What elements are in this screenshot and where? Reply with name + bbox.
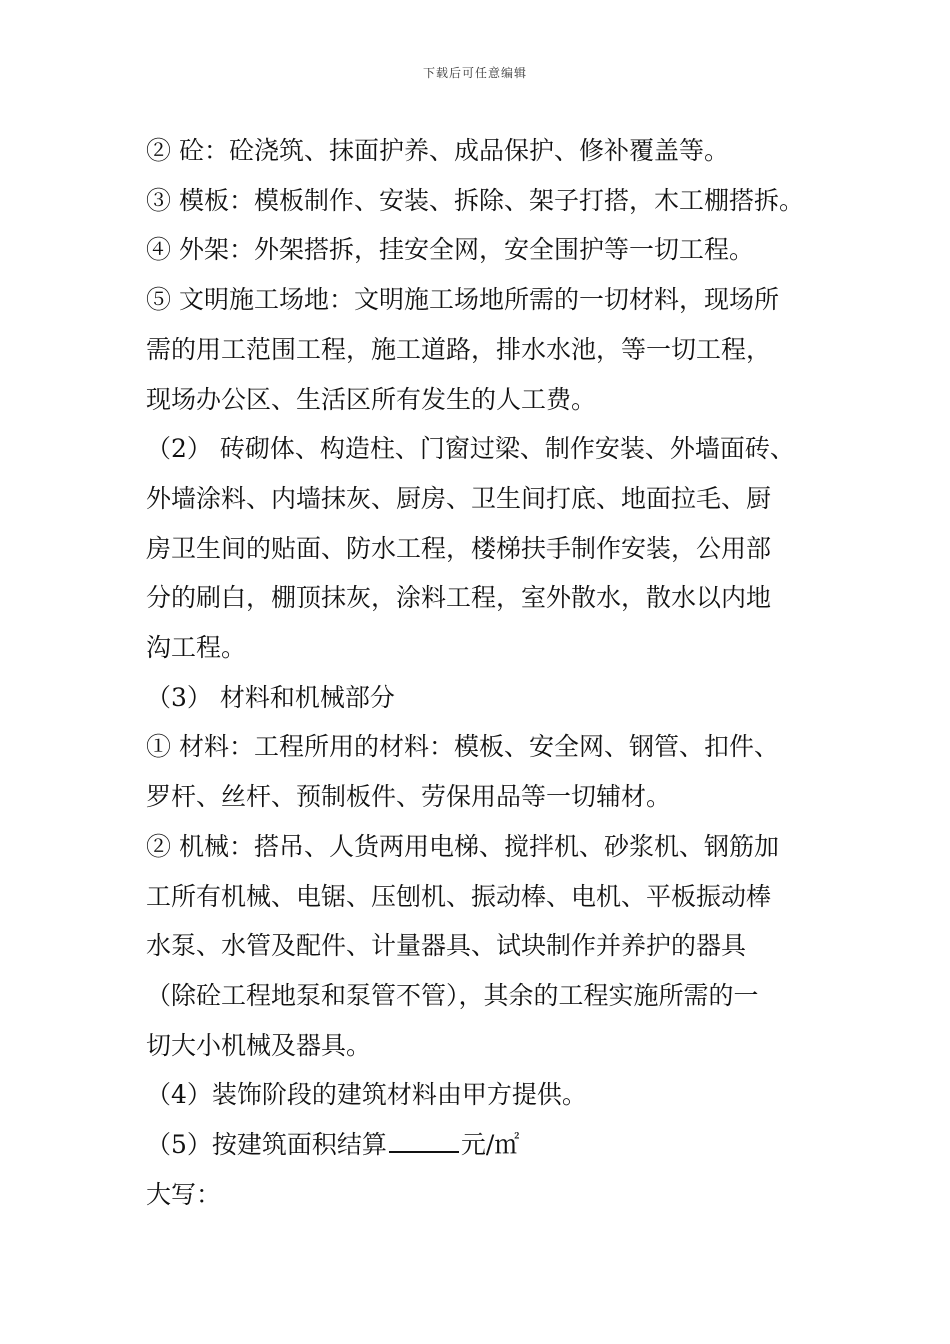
line-machinery-2: 工所有机械、电锯、压刨机、振动棒、电机、平板振动棒 xyxy=(146,881,772,911)
settlement-unit: 元/㎡ xyxy=(460,1130,520,1160)
line-site-2: 需的用工范围工程，施工道路，排水水池，等一切工程， xyxy=(146,334,772,364)
line-concrete: ② 砼：砼浇筑、抹面护养、成品保护、修补覆盖等。 xyxy=(146,136,729,165)
line-machinery-4: （除砼工程地泵和泵管不管），其余的工程实施所需的一 xyxy=(146,980,759,1010)
line-masonry-4: 分的刷白，棚顶抹灰，涂料工程，室外散水，散水以内地 xyxy=(146,583,772,613)
line-decoration: （4）装饰阶段的建筑材料由甲方提供。 xyxy=(146,1080,587,1110)
line-site-1: ⑤ 文明施工场地：文明施工场地所需的一切材料，现场所 xyxy=(146,285,779,315)
line-materials-2: 罗杆、丝杆、预制板件、劳保用品等一切辅材。 xyxy=(146,782,672,812)
section-heading-materials: （3） 材料和机械部分 xyxy=(146,682,395,712)
line-machinery-1: ② 机械：搭吊、人货两用电梯、搅拌机、砂浆机、钢筋加 xyxy=(146,831,779,861)
line-machinery-3: 水泵、水管及配件、计量器具、试块制作并养护的器具 xyxy=(146,931,747,961)
line-machinery-5: 切大小机械及器具。 xyxy=(146,1030,372,1060)
line-scaffold: ④ 外架：外架搭拆，挂安全网，安全围护等一切工程。 xyxy=(146,235,754,265)
line-masonry-2: 外墙涂料、内墙抹灰、厨房、卫生间打底、地面拉毛、厨 xyxy=(146,483,772,513)
capital-label: 大写： xyxy=(146,1179,222,1209)
settlement-prefix: （5）按建筑面积结算 xyxy=(146,1130,387,1160)
line-masonry-1: （2） 砖砌体、构造柱、门窗过梁、制作安装、外墙面砖、 xyxy=(146,434,795,464)
line-masonry-3: 房卫生间的贴面、防水工程，楼梯扶手制作安装，公用部 xyxy=(146,533,772,563)
download-note: 下载后可任意编辑 xyxy=(422,66,527,80)
line-materials-1: ① 材料：工程所用的材料：模板、安全网、钢管、扣件、 xyxy=(146,732,779,762)
price-blank xyxy=(389,1126,459,1153)
line-formwork: ③ 模板：模板制作、安装、拆除、架子打搭，木工棚搭拆。 xyxy=(146,185,804,215)
line-settlement xyxy=(146,1120,811,1170)
line-site-3: 现场办公区、生活区所有发生的人工费。 xyxy=(146,384,597,414)
line-masonry-5: 沟工程。 xyxy=(146,633,247,663)
contract-body xyxy=(146,126,811,1219)
